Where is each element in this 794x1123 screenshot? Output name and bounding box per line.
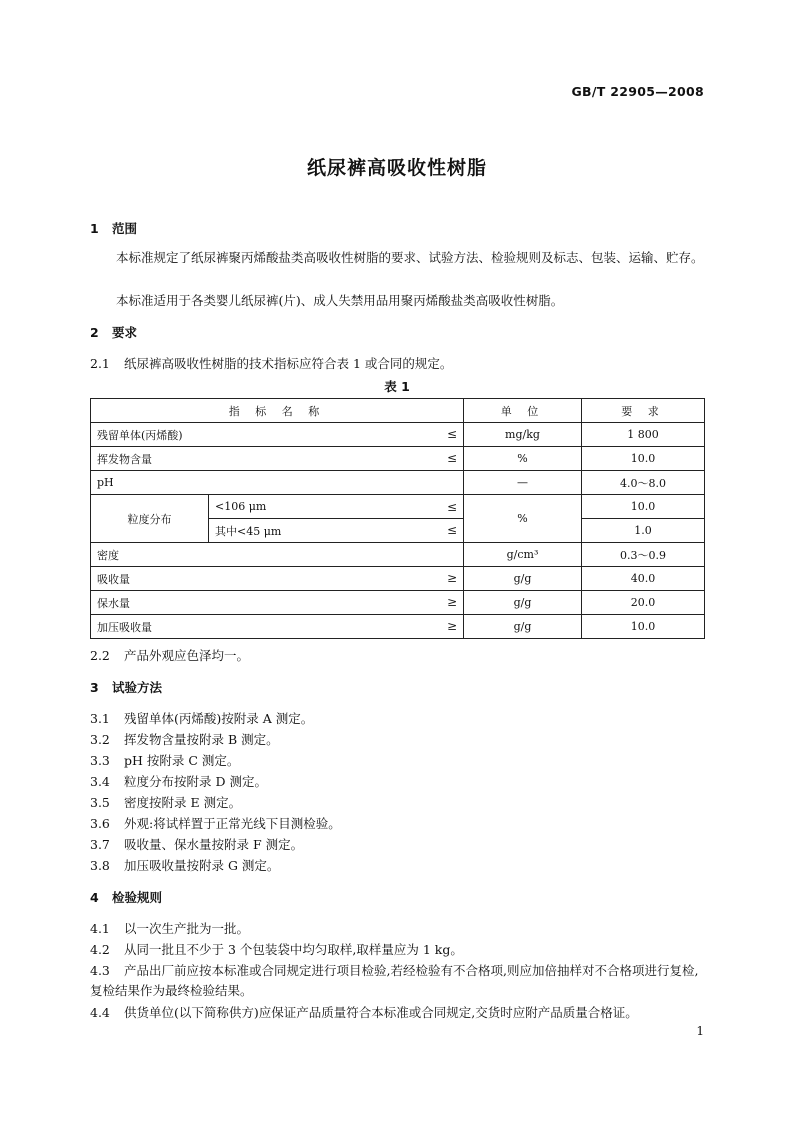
section-2-heading — [90, 323, 137, 341]
clause-4-3 — [90, 961, 706, 1001]
section-number: 1 — [90, 221, 99, 236]
row-unit: mg/kg — [464, 423, 582, 447]
row-name: 挥发物含量 — [97, 452, 152, 466]
row-name-cell — [91, 471, 464, 495]
section-number: 3 — [90, 680, 99, 695]
clause-text: 产品外观应色泽均一。 — [124, 648, 250, 663]
particle-req-1: 10.0 — [582, 495, 705, 519]
section-3-heading — [90, 678, 162, 696]
clause-number: 4.2 — [90, 942, 110, 957]
row-name-cell — [91, 423, 464, 447]
clause-text: 加压吸收量按附录 G 测定。 — [124, 858, 280, 873]
comparison-symbol: ≥ — [446, 594, 457, 609]
clause-number: 2.2 — [90, 648, 110, 663]
clause-2-2 — [90, 646, 249, 664]
clause-number: 3.3 — [90, 753, 110, 768]
clause-text: 粒度分布按附录 D 测定。 — [124, 774, 267, 789]
clause-text: 产品出厂前应按本标准或合同规定进行项目检验,若经检验有不合格项,则应加倍抽样对不合格项进行复检,复检结果作为最终检验结果。 — [90, 963, 699, 998]
clause-text: 密度按附录 E 测定。 — [124, 795, 242, 810]
clause-2-1 — [90, 354, 452, 372]
row-requirement: 4.0～8.0 — [582, 471, 705, 495]
row-unit: g/g — [464, 615, 582, 639]
header-unit: 单 位 — [464, 399, 582, 423]
particle-sub-2: 其中<45 μm — [215, 524, 282, 538]
clause-4-4 — [90, 1003, 638, 1021]
clause-3-6 — [90, 814, 341, 832]
row-requirement: 0.3～0.9 — [582, 543, 705, 567]
page-number: 1 — [696, 1024, 704, 1038]
clause-text: 以一次生产批为一批。 — [124, 921, 250, 936]
clause-number: 3.2 — [90, 732, 110, 747]
row-name-cell — [91, 591, 464, 615]
comparison-symbol: ≤ — [446, 499, 457, 514]
table-row — [91, 543, 705, 567]
row-requirement: 10.0 — [582, 615, 705, 639]
comparison-symbol: ≤ — [446, 522, 457, 537]
row-unit: % — [464, 447, 582, 471]
clause-number: 3.7 — [90, 837, 110, 852]
row-name-cell — [91, 543, 464, 567]
comparison-symbol: ≥ — [446, 570, 457, 585]
clause-number: 4.4 — [90, 1005, 110, 1020]
table-row — [91, 591, 705, 615]
row-unit: g/cm³ — [464, 543, 582, 567]
clause-text: pH 按附录 C 测定。 — [124, 753, 240, 768]
clause-number: 2.1 — [90, 356, 110, 371]
section-1-heading — [90, 219, 137, 237]
spec-table — [90, 398, 705, 639]
document-title: 纸尿裤高吸收性树脂 — [306, 157, 487, 179]
section-number: 2 — [90, 325, 99, 340]
header-requirement: 要 求 — [582, 399, 705, 423]
particle-sub-1-cell — [209, 495, 464, 519]
row-name: 残留单体(丙烯酸) — [97, 428, 183, 442]
clause-3-5 — [90, 793, 241, 811]
row-name-cell — [91, 567, 464, 591]
row-name-cell — [91, 447, 464, 471]
table-row — [91, 423, 705, 447]
row-name: pH — [97, 476, 114, 489]
table-row — [91, 495, 705, 519]
row-requirement: 20.0 — [582, 591, 705, 615]
clause-text: 外观:将试样置于正常光线下目测检验。 — [124, 816, 341, 831]
scope-paragraph-1: 本标准规定了纸尿裤聚丙烯酸盐类高吸收性树脂的要求、试验方法、检验规则及标志、包装、运输、贮存。 — [116, 250, 704, 265]
clause-3-7 — [90, 835, 303, 853]
row-unit: g/g — [464, 567, 582, 591]
clause-text: 吸收量、保水量按附录 F 测定。 — [124, 837, 304, 852]
clause-3-2 — [90, 730, 279, 748]
section-title: 要求 — [112, 325, 138, 340]
clause-number: 3.5 — [90, 795, 110, 810]
section-title: 试验方法 — [112, 680, 163, 695]
comparison-symbol: ≤ — [446, 450, 457, 465]
clause-number: 4.3 — [90, 963, 110, 978]
section-title: 检验规则 — [112, 890, 163, 905]
table-caption: 表 1 — [384, 379, 410, 394]
clause-3-1 — [90, 709, 313, 727]
scope-paragraph-2: 本标准适用于各类婴儿纸尿裤(片)、成人失禁用品用聚丙烯酸盐类高吸收性树脂。 — [116, 293, 564, 308]
comparison-symbol: ≤ — [446, 426, 457, 441]
row-name: 加压吸收量 — [97, 620, 152, 634]
particle-sub-1: <106 μm — [215, 499, 267, 513]
header-indicator: 指 标 名 称 — [91, 399, 464, 423]
row-name-cell — [91, 615, 464, 639]
clause-text: 残留单体(丙烯酸)按附录 A 测定。 — [124, 711, 314, 726]
table-row — [91, 615, 705, 639]
particle-req-2: 1.0 — [582, 519, 705, 543]
comparison-symbol: ≥ — [446, 618, 457, 633]
clause-text: 挥发物含量按附录 B 测定。 — [124, 732, 279, 747]
table-header-row — [91, 399, 705, 423]
clause-3-4 — [90, 772, 267, 790]
clause-4-1 — [90, 919, 249, 937]
clause-4-2 — [90, 940, 463, 958]
clause-text: 从同一批且不少于 3 个包装袋中均匀取样,取样量应为 1 kg。 — [124, 942, 463, 957]
table-row — [91, 567, 705, 591]
clause-number: 3.6 — [90, 816, 110, 831]
clause-number: 3.8 — [90, 858, 110, 873]
table-row — [91, 471, 705, 495]
clause-number: 4.1 — [90, 921, 110, 936]
standard-number: GB/T 22905—2008 — [571, 84, 704, 99]
row-name: 保水量 — [97, 596, 130, 610]
particle-name: 粒度分布 — [91, 495, 209, 543]
section-4-heading — [90, 888, 162, 906]
section-title: 范围 — [112, 221, 138, 236]
row-requirement: 10.0 — [582, 447, 705, 471]
row-name: 吸收量 — [97, 572, 130, 586]
row-name: 密度 — [97, 548, 119, 562]
row-unit: — — [464, 471, 582, 495]
clause-3-3 — [90, 751, 239, 769]
clause-text: 纸尿裤高吸收性树脂的技术指标应符合表 1 或合同的规定。 — [124, 356, 453, 371]
particle-unit: % — [464, 495, 582, 543]
clause-number: 3.1 — [90, 711, 110, 726]
row-requirement: 1 800 — [582, 423, 705, 447]
row-unit: g/g — [464, 591, 582, 615]
clause-text: 供货单位(以下简称供方)应保证产品质量符合本标准或合同规定,交货时应附产品质量合格证。 — [124, 1005, 638, 1020]
clause-3-8 — [90, 856, 279, 874]
row-requirement: 40.0 — [582, 567, 705, 591]
clause-number: 3.4 — [90, 774, 110, 789]
table-row — [91, 447, 705, 471]
particle-sub-2-cell — [209, 519, 464, 543]
section-number: 4 — [90, 890, 99, 905]
